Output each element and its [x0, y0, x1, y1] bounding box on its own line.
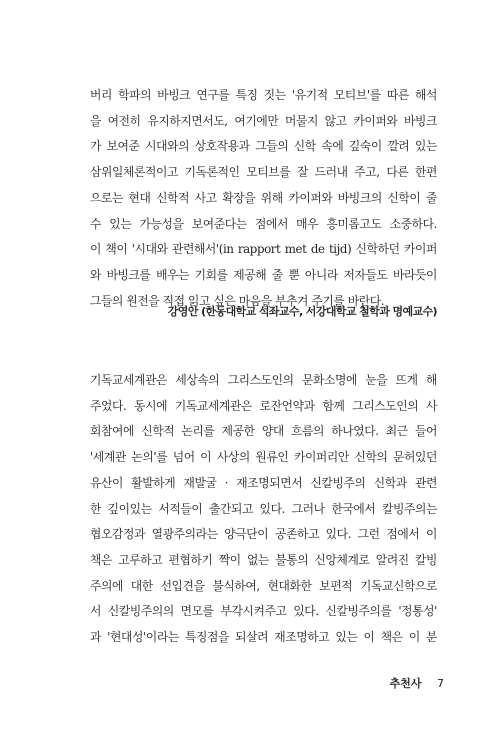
recommendation-paragraph-1: [90, 83, 437, 314]
text-line: 버리 학파의 바빙크 연구를 특징 짓는 '유기적 모티브'를 따른 해석: [90, 88, 437, 102]
text-line: 책은 고루하고 편협하기 짝이 없는 불통의 신앙체계로 알려진 칼빙: [90, 552, 437, 567]
text-line: 한 깊이있는 서적들이 출간되고 있다. 그러나 한국에서 칼빙주의는: [90, 501, 437, 516]
text-line: 가 보여준 시대와의 상호작용과 그들의 신학 속에 깊숙이 깔려 있는: [90, 139, 437, 154]
text-line: 주의에 대한 선입견을 불식하여, 현대화한 보편적 기독교신학으로: [90, 578, 437, 593]
text-line: 유산이 활발하게 재발굴 · 재조명되면서 신칼빙주의 신학과 관련: [90, 475, 437, 490]
text-line: 서 신칼빙주의의 면모를 부각시켜주고 있다. 신칼빙주의를 '정통성': [90, 604, 437, 619]
text-line: 과 '현대성'이라는 특징점을 되살려 재조명하고 있는 이 책은 이 분: [90, 630, 437, 645]
text-line: 이 책이 '시대와 관련해서'(in rapport met de tijd) 신학하던 카이퍼: [90, 242, 437, 257]
text-line: 을 여전히 유지하지면서도, 여기에만 머물지 않고 카이퍼와 바빙크: [90, 113, 437, 128]
text-line: 주었다. 동시에 기독교세계관은 로잔언약과 함께 그리스도인의 사: [90, 398, 437, 413]
text-line: 삼위일체론적이고 기독론적인 모티브를 잘 드러내 주고, 다른 한편: [90, 165, 437, 180]
recommender-signature: 강영안 (한동대학교 석좌교수, 서강대학교 철학과 명예교수): [167, 305, 437, 318]
text-line: 기독교세계관은 세상속의 그리스도인의 문화소명에 눈을 뜨게 해: [90, 373, 437, 387]
page-number: 7: [437, 677, 444, 690]
text-line: 으로는 현대 신학적 사고 확장을 위해 카이퍼와 바빙크의 신학이 줄: [90, 190, 437, 205]
text-line: 협오감정과 열광주의라는 양극단이 공존하고 있다. 그런 점에서 이: [90, 527, 437, 542]
recommendation-paragraph-2: [90, 368, 437, 651]
text-line: 그들의 원전을 직접 읽고 싶은 마음을 부추겨 주기를 바란다.: [90, 293, 385, 308]
page-footer: [390, 675, 444, 691]
text-line: 회참여에 신학적 논리를 제공한 양대 흐름의 하나였다. 최근 들어: [90, 424, 437, 439]
text-line: 와 바빙크를 배우는 기회를 제공해 줄 뿐 아니라 저자들도 바라듯이: [90, 267, 437, 282]
running-section-title: 추천사: [389, 677, 422, 690]
text-line: 수 있는 가능성을 보여준다는 점에서 매우 흥미롭고도 소중하다.: [90, 216, 437, 231]
text-line: '세계관 논의'를 넘어 이 사상의 원류인 카이퍼리안 신학의 문허있던: [90, 450, 437, 465]
